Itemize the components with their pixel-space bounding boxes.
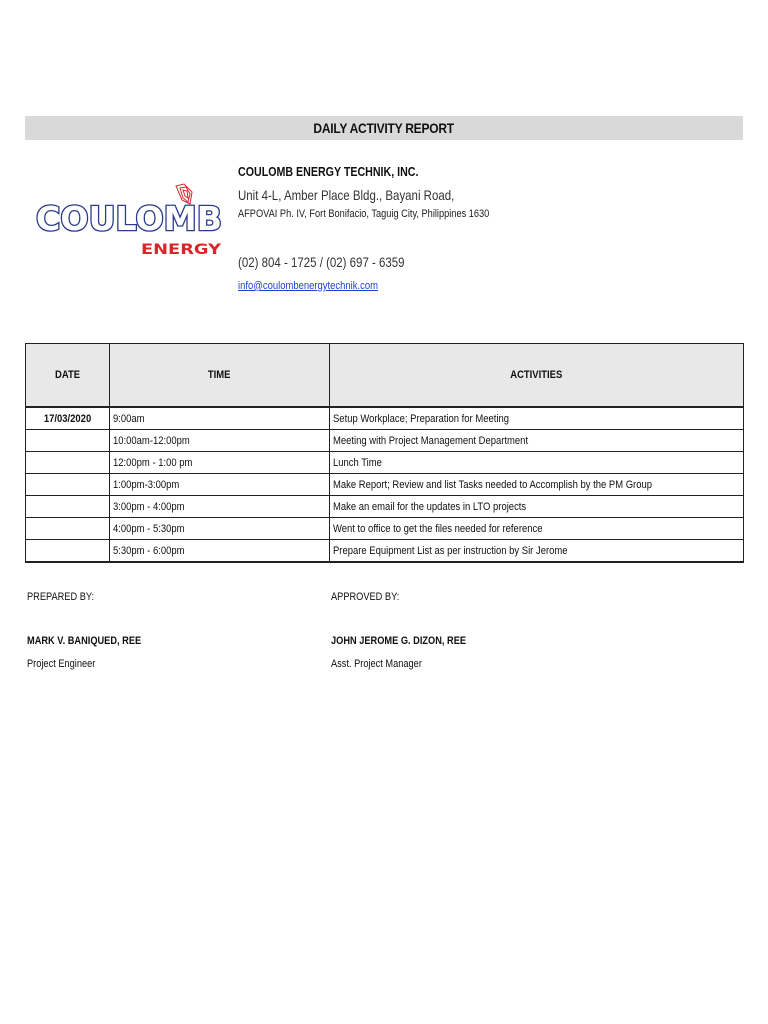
column-header-time: TIME bbox=[110, 344, 330, 408]
activity-cell: Make an email for the updates in LTO projects bbox=[330, 496, 744, 518]
report-title: DAILY ACTIVITY REPORT bbox=[313, 120, 455, 136]
table-row bbox=[26, 496, 744, 518]
prepared-by-name: MARK V. BANIQUED, REE bbox=[27, 635, 142, 647]
table-row bbox=[26, 407, 744, 430]
time-cell: 10:00am-12:00pm bbox=[110, 430, 330, 452]
activity-cell: Went to office to get the files needed for reference bbox=[330, 518, 744, 540]
table-header-row bbox=[26, 344, 744, 408]
time-cell: 12:00pm - 1:00 pm bbox=[110, 452, 330, 474]
table-row bbox=[26, 518, 744, 540]
date-cell bbox=[26, 496, 110, 518]
date-cell bbox=[26, 430, 110, 452]
company-address-line1: Unit 4-L, Amber Place Bldg., Bayani Road, bbox=[238, 187, 455, 203]
date-cell bbox=[26, 540, 110, 563]
activity-cell: Make Report; Review and list Tasks needed to Accomplish by the PM Group bbox=[330, 474, 744, 496]
date-cell bbox=[26, 518, 110, 540]
report-title-bar bbox=[25, 116, 743, 140]
time-cell: 3:00pm - 4:00pm bbox=[110, 496, 330, 518]
table-row bbox=[26, 474, 744, 496]
logo-main-text: COULOMB bbox=[36, 199, 222, 238]
date-cell: 17/03/2020 bbox=[26, 407, 110, 430]
date-cell bbox=[26, 474, 110, 496]
activity-table bbox=[25, 343, 744, 563]
table-row bbox=[26, 540, 744, 563]
activity-cell: Lunch Time bbox=[330, 452, 744, 474]
prepared-by-label: PREPARED BY: bbox=[27, 591, 95, 603]
logo-sub-text: ENERGY bbox=[141, 242, 223, 258]
time-cell: 9:00am bbox=[110, 407, 330, 430]
time-cell: 1:00pm-3:00pm bbox=[110, 474, 330, 496]
company-email-link[interactable]: info@coulombenergytechnik.com bbox=[238, 280, 379, 292]
company-phone: (02) 804 - 1725 / (02) 697 - 6359 bbox=[238, 254, 405, 270]
table-row bbox=[26, 452, 744, 474]
approved-by-label: APPROVED BY: bbox=[331, 591, 400, 603]
table-row bbox=[26, 430, 744, 452]
activity-cell: Setup Workplace; Preparation for Meeting bbox=[330, 407, 744, 430]
company-name: COULOMB ENERGY TECHNIK, INC. bbox=[238, 164, 419, 179]
time-cell: 4:00pm - 5:30pm bbox=[110, 518, 330, 540]
approved-by-title: Asst. Project Manager bbox=[331, 658, 422, 670]
approved-by-name: JOHN JEROME G. DIZON, REE bbox=[331, 635, 467, 647]
company-address-line2: AFPOVAI Ph. IV, Fort Bonifacio, Taguig City, Philippines 1630 bbox=[238, 208, 490, 220]
time-cell: 5:30pm - 6:00pm bbox=[110, 540, 330, 563]
activity-cell: Meeting with Project Management Department bbox=[330, 430, 744, 452]
activity-cell: Prepare Equipment List as per instruction by Sir Jerome bbox=[330, 540, 744, 563]
company-logo bbox=[36, 182, 226, 262]
column-header-date: DATE bbox=[26, 344, 110, 408]
company-info bbox=[238, 164, 718, 292]
prepared-by-title: Project Engineer bbox=[27, 658, 96, 670]
column-header-activities: ACTIVITIES bbox=[330, 344, 744, 408]
date-cell bbox=[26, 452, 110, 474]
